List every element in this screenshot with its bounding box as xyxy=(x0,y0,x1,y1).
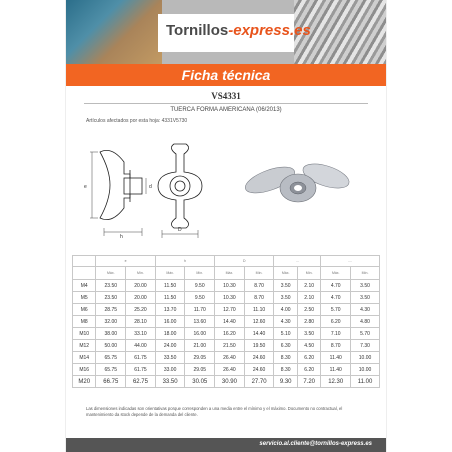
dimension-cell: 20.00 xyxy=(126,292,156,304)
dimension-cell: 33.50 xyxy=(155,352,185,364)
table-row xyxy=(73,352,380,364)
dimension-cell: 24.60 xyxy=(244,352,274,364)
dimension-cell: 9.50 xyxy=(185,280,215,292)
dimension-cell: 11.40 xyxy=(321,352,351,364)
sub-header: Mín. xyxy=(351,267,380,280)
thread-size-cell: M14 xyxy=(73,352,96,364)
dimension-cell: 28.10 xyxy=(126,316,156,328)
group-header: .... xyxy=(321,256,380,267)
dimension-cell: 10.30 xyxy=(215,280,245,292)
dimension-cell: 18.00 xyxy=(155,328,185,340)
dimension-cell: 4.00 xyxy=(274,304,298,316)
front-view xyxy=(100,150,142,219)
dimension-cell: 8.70 xyxy=(321,340,351,352)
thread-size-cell: M6 xyxy=(73,304,96,316)
dimension-cell: 6.20 xyxy=(297,364,321,376)
dimension-cell: 33.00 xyxy=(155,364,185,376)
sub-header: Máx. xyxy=(96,267,126,280)
dimension-cell: 4.70 xyxy=(321,292,351,304)
dimension-cell: 66.75 xyxy=(96,376,126,388)
dimension-cell: 61.75 xyxy=(126,364,156,376)
dimension-cell: 9.30 xyxy=(274,376,298,388)
footer-bar xyxy=(66,438,386,452)
sub-header: Máx. xyxy=(274,267,298,280)
label-h: h xyxy=(120,234,123,240)
group-header: D xyxy=(215,256,274,267)
dimension-cell: 26.40 xyxy=(215,352,245,364)
dimension-cell: 11.70 xyxy=(185,304,215,316)
dimension-cell: 61.75 xyxy=(126,352,156,364)
dimension-cell: 12.70 xyxy=(215,304,245,316)
dimension-cell: 2.50 xyxy=(297,304,321,316)
dimension-cell: 4.70 xyxy=(321,280,351,292)
table-body xyxy=(73,280,380,388)
footer-email-link[interactable]: servicio.al.cliente@tornillos-express.es xyxy=(259,441,372,447)
dimension-cell: 7.10 xyxy=(321,328,351,340)
dimension-cell: 30.90 xyxy=(215,376,245,388)
dimension-cell: 44.00 xyxy=(126,340,156,352)
thread-size-cell: M5 xyxy=(73,292,96,304)
dimension-cell: 26.40 xyxy=(215,364,245,376)
label-e: e xyxy=(84,184,87,190)
table-row xyxy=(73,304,380,316)
dimension-cell: 11.10 xyxy=(244,304,274,316)
dimension-cell: 24.00 xyxy=(155,340,185,352)
banner-title: Ficha técnica xyxy=(66,64,386,86)
dimension-cell: 6.20 xyxy=(297,352,321,364)
dimension-cell: 8.70 xyxy=(244,292,274,304)
dimension-cell: 28.75 xyxy=(96,304,126,316)
dimension-cell: 62.75 xyxy=(126,376,156,388)
dimension-cell: 16.00 xyxy=(185,328,215,340)
dimension-cell: 10.30 xyxy=(215,292,245,304)
sub-header: Máx. xyxy=(321,267,351,280)
dimension-cell: 38.00 xyxy=(96,328,126,340)
brand-accent: -express.es xyxy=(228,22,311,39)
dimension-cell: 14.40 xyxy=(215,316,245,328)
dimension-cell: 4.30 xyxy=(351,304,380,316)
thread-size-cell: M10 xyxy=(73,328,96,340)
group-header xyxy=(73,256,96,267)
sub-header-row xyxy=(73,267,380,280)
dimension-cell: 3.50 xyxy=(351,280,380,292)
dimension-cell: 10.00 xyxy=(351,352,380,364)
tools-photo xyxy=(66,0,162,64)
group-header: h xyxy=(155,256,214,267)
dimension-cell: 20.00 xyxy=(126,280,156,292)
dimensions-table-wrapper xyxy=(72,255,380,388)
thread-size-cell: M8 xyxy=(73,316,96,328)
dimension-cell: 11.50 xyxy=(155,280,185,292)
dimension-cell: 23.50 xyxy=(96,280,126,292)
dimension-cell: 3.50 xyxy=(351,292,380,304)
dimension-cell: 4.30 xyxy=(274,316,298,328)
product-photo xyxy=(242,159,352,202)
thread-size-cell: M16 xyxy=(73,364,96,376)
table-row xyxy=(73,292,380,304)
header-banner xyxy=(66,0,386,64)
logo-box xyxy=(158,14,311,52)
technical-drawing xyxy=(84,140,370,240)
dimension-cell: 33.50 xyxy=(155,376,185,388)
dimension-cell: 23.50 xyxy=(96,292,126,304)
brand-name: Tornillos xyxy=(166,22,229,39)
dimension-cell: 30.05 xyxy=(185,376,215,388)
dimension-cell: 10.00 xyxy=(351,364,380,376)
table-row xyxy=(73,376,380,388)
side-view xyxy=(158,144,202,228)
dimension-cell: 33.10 xyxy=(126,328,156,340)
dimension-cell: 6.20 xyxy=(321,316,351,328)
dimension-cell: 2.10 xyxy=(297,292,321,304)
sub-header: Mín. xyxy=(244,267,274,280)
dimension-cell: 8.30 xyxy=(274,364,298,376)
thread-size-cell: M12 xyxy=(73,340,96,352)
sub-header: Mín. xyxy=(297,267,321,280)
table-row xyxy=(73,316,380,328)
dimension-cell: 3.50 xyxy=(274,292,298,304)
product-description: TUERCA FORMA AMERICANA (06/2013) xyxy=(170,107,282,113)
dimension-cell: 11.40 xyxy=(321,364,351,376)
group-header: e xyxy=(96,256,155,267)
reference-code: VS4331 xyxy=(211,91,241,101)
dimension-cell: 27.70 xyxy=(244,376,274,388)
dimension-cell: 13.70 xyxy=(155,304,185,316)
dimension-cell: 4.50 xyxy=(297,340,321,352)
dimension-cell: 16.00 xyxy=(155,316,185,328)
sub-header: Máx. xyxy=(215,267,245,280)
table-row xyxy=(73,364,380,376)
sub-header: Mín. xyxy=(126,267,156,280)
dimension-cell: 8.70 xyxy=(244,280,274,292)
dimension-cell: 65.75 xyxy=(96,364,126,376)
sub-header xyxy=(73,267,96,280)
dimension-cell: 2.80 xyxy=(297,316,321,328)
dimension-cell: 3.50 xyxy=(297,328,321,340)
dimension-cell: 14.40 xyxy=(244,328,274,340)
dimension-cell: 21.00 xyxy=(185,340,215,352)
dimension-cell: 3.50 xyxy=(274,280,298,292)
dimension-cell: 11.00 xyxy=(351,376,380,388)
label-d: d xyxy=(149,184,152,190)
dimension-cell: 24.60 xyxy=(244,364,274,376)
dimension-cell: 65.75 xyxy=(96,352,126,364)
thread-size-cell: M4 xyxy=(73,280,96,292)
group-header: ... xyxy=(274,256,321,267)
divider xyxy=(84,103,368,104)
sub-header: Mín. xyxy=(185,267,215,280)
label-D: D xyxy=(178,227,182,233)
dimension-cell: 29.05 xyxy=(185,352,215,364)
table-row xyxy=(73,340,380,352)
dimension-cell: 5.10 xyxy=(274,328,298,340)
dimension-cell: 16.20 xyxy=(215,328,245,340)
brand-logo[interactable] xyxy=(166,22,311,39)
group-header-row xyxy=(73,256,380,267)
dimension-cell: 50.00 xyxy=(96,340,126,352)
dimension-cell: 7.30 xyxy=(351,340,380,352)
dimension-cell: 9.50 xyxy=(185,292,215,304)
dimension-cell: 13.60 xyxy=(185,316,215,328)
dimension-cell: 12.30 xyxy=(321,376,351,388)
dimension-cell: 25.20 xyxy=(126,304,156,316)
dimension-cell: 19.50 xyxy=(244,340,274,352)
dimension-cell: 11.50 xyxy=(155,292,185,304)
sub-header: Máx. xyxy=(155,267,185,280)
dimension-cell: 12.60 xyxy=(244,316,274,328)
dimension-cell: 6.30 xyxy=(274,340,298,352)
disclaimer-note: Las dimensiones indicadas son orientativas porque corresponden a una media entre el mínimo y el máximo. Documento no contractual, el mantenimiento da stock depende de la demanda del cliente. xyxy=(86,406,343,417)
dimension-cell: 21.50 xyxy=(215,340,245,352)
table-row xyxy=(73,328,380,340)
dimension-cell: 7.20 xyxy=(297,376,321,388)
table-row xyxy=(73,280,380,292)
affected-articles: Artículos afectados por esta hoja: 4331V5730 xyxy=(86,118,188,124)
dimension-cell: 8.30 xyxy=(274,352,298,364)
dimension-cell: 2.10 xyxy=(297,280,321,292)
thread-size-cell: M20 xyxy=(73,376,96,388)
dimension-cell: 5.70 xyxy=(351,328,380,340)
dimension-cell: 4.80 xyxy=(351,316,380,328)
dimension-cell: 32.00 xyxy=(96,316,126,328)
datasheet xyxy=(66,0,386,452)
dimension-cell: 29.05 xyxy=(185,364,215,376)
dimensions-table xyxy=(72,255,380,388)
dimension-cell: 5.70 xyxy=(321,304,351,316)
